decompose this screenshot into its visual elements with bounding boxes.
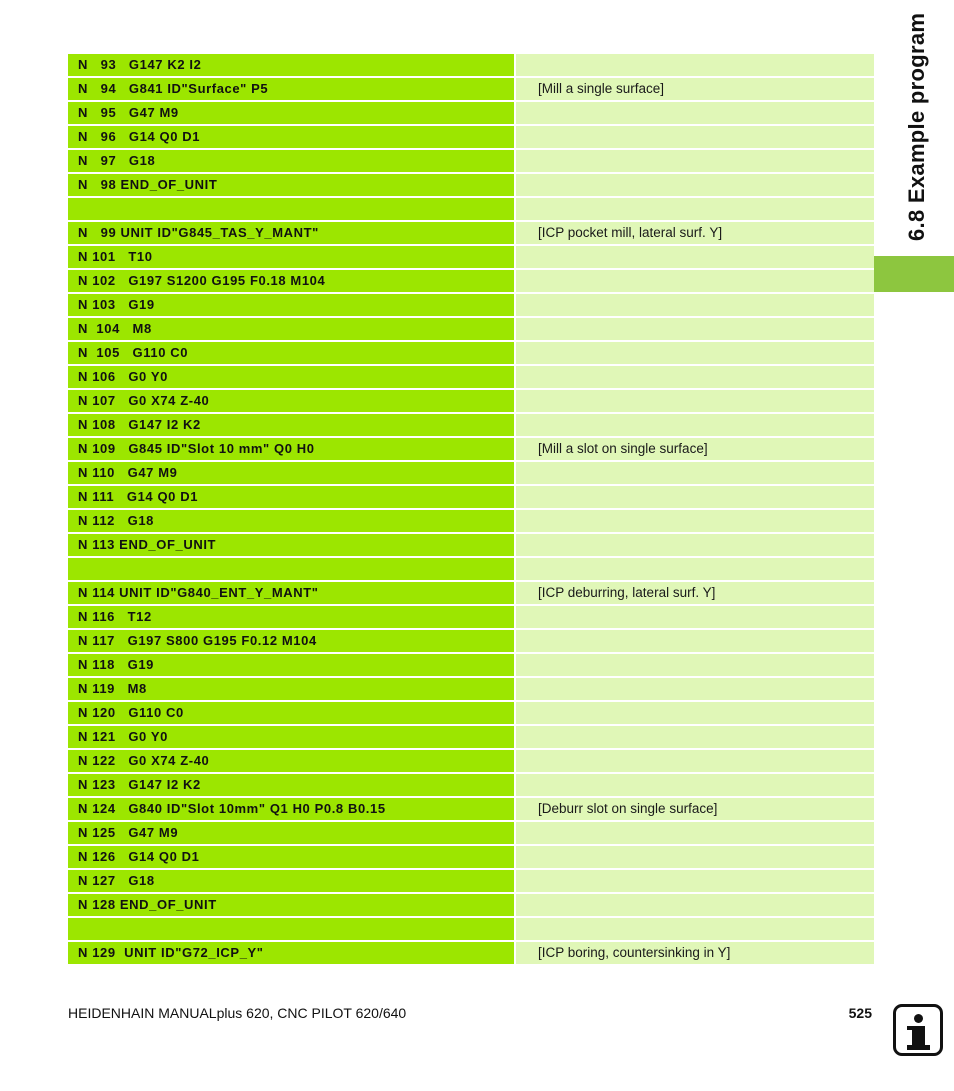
- nc-code-cell: N 111 G14 Q0 D1: [68, 486, 514, 508]
- nc-code-cell: [68, 558, 514, 580]
- table-row: [68, 558, 874, 582]
- comment-cell: [516, 270, 874, 292]
- comment-cell: [516, 126, 874, 148]
- comment-cell: [Mill a slot on single surface]: [516, 438, 874, 460]
- nc-code-cell: N 127 G18: [68, 870, 514, 892]
- table-row: [68, 726, 874, 750]
- nc-code-cell: N 94 G841 ID"Surface" P5: [68, 78, 514, 100]
- nc-code-cell: N 116 T12: [68, 606, 514, 628]
- table-row: [68, 462, 874, 486]
- nc-code-cell: N 124 G840 ID"Slot 10mm" Q1 H0 P0.8 B0.15: [68, 798, 514, 820]
- table-row: [68, 54, 874, 78]
- table-row: [68, 582, 874, 606]
- table-row: [68, 150, 874, 174]
- table-row: [68, 630, 874, 654]
- table-row: [68, 342, 874, 366]
- table-row: [68, 486, 874, 510]
- comment-cell: [516, 294, 874, 316]
- comment-cell: [516, 486, 874, 508]
- comment-cell: [516, 102, 874, 124]
- nc-code-cell: N 95 G47 M9: [68, 102, 514, 124]
- comment-cell: [516, 462, 874, 484]
- nc-code-cell: N 119 M8: [68, 678, 514, 700]
- comment-cell: [516, 150, 874, 172]
- table-row: [68, 918, 874, 942]
- table-row: [68, 198, 874, 222]
- section-side-tab: [874, 256, 954, 292]
- table-row: [68, 606, 874, 630]
- nc-code-cell: N 108 G147 I2 K2: [68, 414, 514, 436]
- nc-code-cell: N 105 G110 C0: [68, 342, 514, 364]
- comment-cell: [516, 606, 874, 628]
- comment-cell: [516, 198, 874, 220]
- table-row: [68, 750, 874, 774]
- comment-cell: [516, 558, 874, 580]
- nc-code-cell: N 99 UNIT ID"G845_TAS_Y_MANT": [68, 222, 514, 244]
- table-row: [68, 390, 874, 414]
- comment-cell: [516, 774, 874, 796]
- comment-cell: [516, 678, 874, 700]
- nc-code-cell: N 129 UNIT ID"G72_ICP_Y": [68, 942, 514, 964]
- comment-cell: [516, 918, 874, 940]
- footer-text: HEIDENHAIN MANUALplus 620, CNC PILOT 620/640: [68, 1005, 407, 1021]
- program-table: [68, 54, 874, 966]
- comment-cell: [516, 390, 874, 412]
- nc-code-cell: N 113 END_OF_UNIT: [68, 534, 514, 556]
- nc-code-cell: N 120 G110 C0: [68, 702, 514, 724]
- comment-cell: [516, 318, 874, 340]
- comment-cell: [516, 54, 874, 76]
- table-row: [68, 318, 874, 342]
- table-row: [68, 510, 874, 534]
- table-row: [68, 174, 874, 198]
- table-row: [68, 678, 874, 702]
- table-row: [68, 270, 874, 294]
- nc-code-cell: N 118 G19: [68, 654, 514, 676]
- comment-cell: [ICP pocket mill, lateral surf. Y]: [516, 222, 874, 244]
- nc-code-cell: [68, 918, 514, 940]
- table-row: [68, 366, 874, 390]
- section-title: 6.8 Example program: [904, 12, 929, 241]
- comment-cell: [516, 750, 874, 772]
- table-row: [68, 774, 874, 798]
- table-row: [68, 654, 874, 678]
- nc-code-cell: N 110 G47 M9: [68, 462, 514, 484]
- comment-cell: [Deburr slot on single surface]: [516, 798, 874, 820]
- comment-cell: [516, 846, 874, 868]
- comment-cell: [516, 822, 874, 844]
- table-row: [68, 126, 874, 150]
- comment-cell: [516, 726, 874, 748]
- nc-code-cell: N 122 G0 X74 Z-40: [68, 750, 514, 772]
- comment-cell: [ICP boring, countersinking in Y]: [516, 942, 874, 964]
- comment-cell: [516, 702, 874, 724]
- table-row: [68, 78, 874, 102]
- comment-cell: [516, 510, 874, 532]
- table-row: [68, 294, 874, 318]
- table-row: [68, 846, 874, 870]
- nc-code-cell: [68, 198, 514, 220]
- table-row: [68, 870, 874, 894]
- nc-code-cell: N 126 G14 Q0 D1: [68, 846, 514, 868]
- table-row: [68, 894, 874, 918]
- table-row: [68, 534, 874, 558]
- table-row: [68, 246, 874, 270]
- nc-code-cell: N 96 G14 Q0 D1: [68, 126, 514, 148]
- table-row: [68, 438, 874, 462]
- nc-code-cell: N 98 END_OF_UNIT: [68, 174, 514, 196]
- table-row: [68, 414, 874, 438]
- nc-code-cell: N 101 T10: [68, 246, 514, 268]
- comment-cell: [ICP deburring, lateral surf. Y]: [516, 582, 874, 604]
- comment-cell: [516, 654, 874, 676]
- comment-cell: [516, 870, 874, 892]
- table-row: [68, 102, 874, 126]
- nc-code-cell: N 104 M8: [68, 318, 514, 340]
- table-row: [68, 798, 874, 822]
- table-row: [68, 702, 874, 726]
- comment-cell: [516, 342, 874, 364]
- nc-code-cell: N 93 G147 K2 I2: [68, 54, 514, 76]
- nc-code-cell: N 109 G845 ID"Slot 10 mm" Q0 H0: [68, 438, 514, 460]
- table-row: [68, 822, 874, 846]
- nc-code-cell: N 102 G197 S1200 G195 F0.18 M104: [68, 270, 514, 292]
- comment-cell: [Mill a single surface]: [516, 78, 874, 100]
- nc-code-cell: N 106 G0 Y0: [68, 366, 514, 388]
- nc-code-cell: N 121 G0 Y0: [68, 726, 514, 748]
- comment-cell: [516, 246, 874, 268]
- nc-code-cell: N 112 G18: [68, 510, 514, 532]
- nc-code-cell: N 125 G47 M9: [68, 822, 514, 844]
- table-row: [68, 942, 874, 966]
- comment-cell: [516, 894, 874, 916]
- comment-cell: [516, 534, 874, 556]
- nc-code-cell: N 123 G147 I2 K2: [68, 774, 514, 796]
- nc-code-cell: N 128 END_OF_UNIT: [68, 894, 514, 916]
- nc-code-cell: N 103 G19: [68, 294, 514, 316]
- page-number: 525: [848, 1005, 872, 1021]
- comment-cell: [516, 630, 874, 652]
- comment-cell: [516, 174, 874, 196]
- nc-code-cell: N 107 G0 X74 Z-40: [68, 390, 514, 412]
- comment-cell: [516, 366, 874, 388]
- nc-code-cell: N 117 G197 S800 G195 F0.12 M104: [68, 630, 514, 652]
- table-row: [68, 222, 874, 246]
- comment-cell: [516, 414, 874, 436]
- nc-code-cell: N 97 G18: [68, 150, 514, 172]
- info-icon: [893, 1004, 943, 1056]
- nc-code-cell: N 114 UNIT ID"G840_ENT_Y_MANT": [68, 582, 514, 604]
